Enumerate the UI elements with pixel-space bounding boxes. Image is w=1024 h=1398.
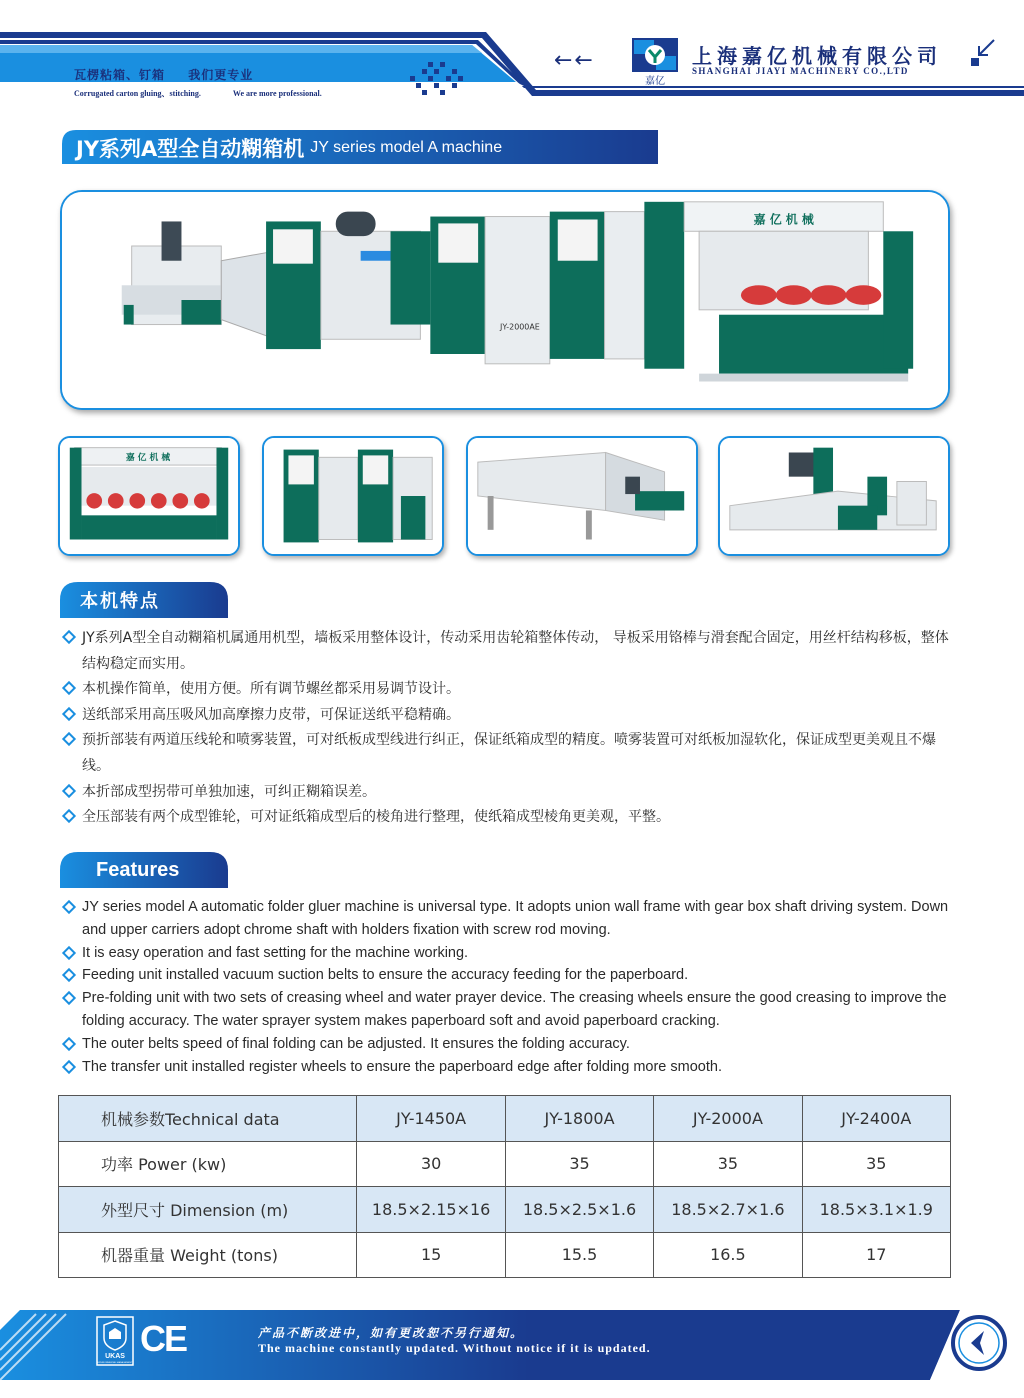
table-cell: 18.5×3.1×1.9 bbox=[802, 1187, 950, 1233]
table-header-cell: JY-1450A bbox=[357, 1096, 505, 1142]
page-title-en: JY series model A machine bbox=[310, 139, 503, 156]
control-unit-image bbox=[264, 438, 442, 554]
thumbnail-conveyor-unit[interactable] bbox=[466, 436, 698, 556]
back-arrow-button[interactable] bbox=[950, 1314, 1008, 1372]
company-logo bbox=[632, 38, 678, 86]
thumbnail-control-unit[interactable] bbox=[262, 436, 444, 556]
feature-cn-text: 送纸部采用高压吸风加高摩擦力皮带，可保证送纸平稳精确。 bbox=[82, 706, 460, 723]
thumbnail-slotter-unit[interactable] bbox=[58, 436, 240, 556]
footer-notice-en: The machine constantly updated. Without notice if it is updated. bbox=[258, 1341, 651, 1355]
table-row bbox=[59, 1232, 951, 1278]
features-en-heading bbox=[60, 852, 228, 888]
list-item bbox=[62, 942, 962, 965]
list-item bbox=[62, 677, 962, 703]
table-cell: 17 bbox=[802, 1232, 950, 1278]
company-name-en: SHANGHAI JIAYI MACHINERY CO.,LTD bbox=[692, 66, 909, 76]
table-header-cell: JY-2000A bbox=[654, 1096, 802, 1142]
features-en-heading-text: Features bbox=[96, 858, 180, 881]
feature-cn-text: JY系列A型全自动糊箱机属通用机型，墙板采用整体设计，传动采用齿轮箱整体传动， 导板采用铬棒与滑套配合固定，用丝杆结构移板，整体结构稳定而实用。 bbox=[82, 630, 949, 672]
table-cell: 功率 Power (kw) bbox=[59, 1141, 357, 1187]
machine-banner-text: 嘉 亿 机 械 bbox=[753, 212, 814, 227]
ukas-text: UKAS bbox=[105, 1353, 125, 1360]
diamond-bullet-icon bbox=[62, 732, 76, 746]
corner-arrow-icon bbox=[966, 36, 1000, 70]
diamond-bullet-icon bbox=[62, 630, 76, 644]
diamond-bullet-icon bbox=[62, 991, 76, 1005]
table-cell: 30 bbox=[357, 1141, 505, 1187]
ce-mark-icon: CE bbox=[140, 1318, 187, 1359]
conveyor-unit-image bbox=[468, 438, 696, 554]
feeder-unit-image bbox=[720, 438, 948, 554]
slogan-cn-2: 我们更专业 bbox=[188, 68, 254, 82]
machine-plate-text: JY-2000AE bbox=[500, 322, 540, 332]
table-cell: 35 bbox=[802, 1141, 950, 1187]
nav-arrows-icon: ←← bbox=[554, 48, 595, 73]
footer-notice-cn: 产品不断改进中，如有更改恕不另行通知。 bbox=[258, 1326, 525, 1340]
features-cn-heading-text: 本机特点 bbox=[80, 591, 160, 612]
diamond-bullet-icon bbox=[62, 946, 76, 960]
list-item bbox=[62, 805, 962, 831]
table-header-cell: JY-2400A bbox=[802, 1096, 950, 1142]
features-cn-list bbox=[62, 626, 962, 831]
feature-cn-text: 本机操作简单，使用方便。所有调节螺丝都采用易调节设计。 bbox=[82, 681, 460, 698]
slogan-en-1: Corrugated carton gluing、stitching. bbox=[74, 89, 201, 98]
list-item bbox=[62, 1033, 962, 1056]
main-machine-photo bbox=[60, 190, 950, 410]
list-item bbox=[62, 987, 962, 1033]
table-header-row bbox=[59, 1096, 951, 1142]
table-cell: 18.5×2.7×1.6 bbox=[654, 1187, 802, 1233]
diamond-bullet-icon bbox=[62, 783, 76, 797]
table-header-cell: 机械参数Technical data bbox=[59, 1096, 357, 1142]
list-item bbox=[62, 728, 962, 779]
slotter-unit-image bbox=[60, 438, 238, 554]
list-item bbox=[62, 780, 962, 806]
folder-gluer-machine-image bbox=[62, 192, 948, 408]
ukas-certification-icon bbox=[96, 1316, 134, 1366]
list-item bbox=[62, 1056, 962, 1079]
table-cell: 18.5×2.15×16 bbox=[357, 1187, 505, 1233]
page-title bbox=[76, 133, 502, 163]
features-cn-heading bbox=[60, 582, 228, 618]
feature-cn-text: 预折部装有两道压线轮和喷雾装置，可对纸板成型线进行纠正，保证纸箱成型的精度。喷雾装置可对纸板加湿软化，保证成型更美观且不爆线。 bbox=[82, 732, 936, 774]
feature-cn-text: 全压部装有两个成型锥轮，可对证纸箱成型后的棱角进行整理，使纸箱成型棱角更美观，平整。 bbox=[82, 809, 670, 826]
feature-en-text: It is easy operation and fast setting for the machine working. bbox=[82, 944, 469, 961]
technical-data-table bbox=[58, 1095, 951, 1278]
page-title-cn: JY系列A型全自动糊箱机 bbox=[76, 137, 305, 161]
header-slogan-cn bbox=[74, 66, 253, 83]
features-en-list bbox=[62, 896, 962, 1078]
feature-en-text: The transfer unit installed register wheels to ensure the paperboard edge after folding more smooth. bbox=[82, 1058, 722, 1075]
feature-en-text: Pre-folding unit with two sets of creasing wheel and water prayer device. The creasing wheels ensure the good creasing to improve the folding accuracy. The water sprayer system makes paperboard soft and avoid paperboard cracking. bbox=[82, 990, 947, 1029]
list-item bbox=[62, 703, 962, 729]
decorative-dots-icon bbox=[408, 62, 468, 98]
table-cell: 15.5 bbox=[505, 1232, 653, 1278]
table-row bbox=[59, 1187, 951, 1233]
thumbnail-feeder-unit[interactable] bbox=[718, 436, 950, 556]
table-row bbox=[59, 1141, 951, 1187]
company-name-cn: 上海嘉亿机械有限公司 bbox=[692, 44, 942, 68]
table-cell: 16.5 bbox=[654, 1232, 802, 1278]
diamond-bullet-icon bbox=[62, 681, 76, 695]
feature-en-text: The outer belts speed of final folding can be adjusted. It ensures the folding accuracy. bbox=[82, 1035, 630, 1052]
thumb-banner-text: 嘉 亿 机 械 bbox=[125, 453, 171, 464]
table-cell: 35 bbox=[505, 1141, 653, 1187]
table-cell: 15 bbox=[357, 1232, 505, 1278]
table-cell: 35 bbox=[654, 1141, 802, 1187]
diamond-bullet-icon bbox=[62, 707, 76, 721]
header-slogan-en bbox=[74, 88, 322, 99]
logo-text: 嘉亿 bbox=[645, 76, 665, 86]
slogan-cn-1: 瓦楞粘箱、钉箱 bbox=[74, 68, 166, 82]
list-item bbox=[62, 626, 962, 677]
diamond-bullet-icon bbox=[62, 809, 76, 823]
table-header-cell: JY-1800A bbox=[505, 1096, 653, 1142]
slogan-en-2: We are more professional. bbox=[232, 89, 322, 98]
diamond-bullet-icon bbox=[62, 1060, 76, 1074]
diamond-bullet-icon bbox=[62, 1037, 76, 1051]
list-item bbox=[62, 896, 962, 942]
diamond-bullet-icon bbox=[62, 968, 76, 982]
list-item bbox=[62, 964, 962, 987]
feature-en-text: JY series model A automatic folder gluer machine is universal type. It adopts union wall frame with gear box shaft driving system. Down and upper carriers adopt chrome shaft with holders fixation with screw rod moving. bbox=[82, 899, 949, 938]
table-cell: 18.5×2.5×1.6 bbox=[505, 1187, 653, 1233]
table-cell: 机器重量 Weight (tons) bbox=[59, 1232, 357, 1278]
table-cell: 外型尺寸 Dimension (m) bbox=[59, 1187, 357, 1233]
feature-cn-text: 本折部成型拐带可单独加速，可纠正糊箱误差。 bbox=[82, 783, 376, 800]
diamond-bullet-icon bbox=[62, 900, 76, 914]
feature-en-text: Feeding unit installed vacuum suction belts to ensure the accuracy feeding for the paperboard. bbox=[82, 967, 689, 984]
ukas-sub-text: ENVIRONMENTAL MANAGEMENT bbox=[97, 1362, 133, 1364]
